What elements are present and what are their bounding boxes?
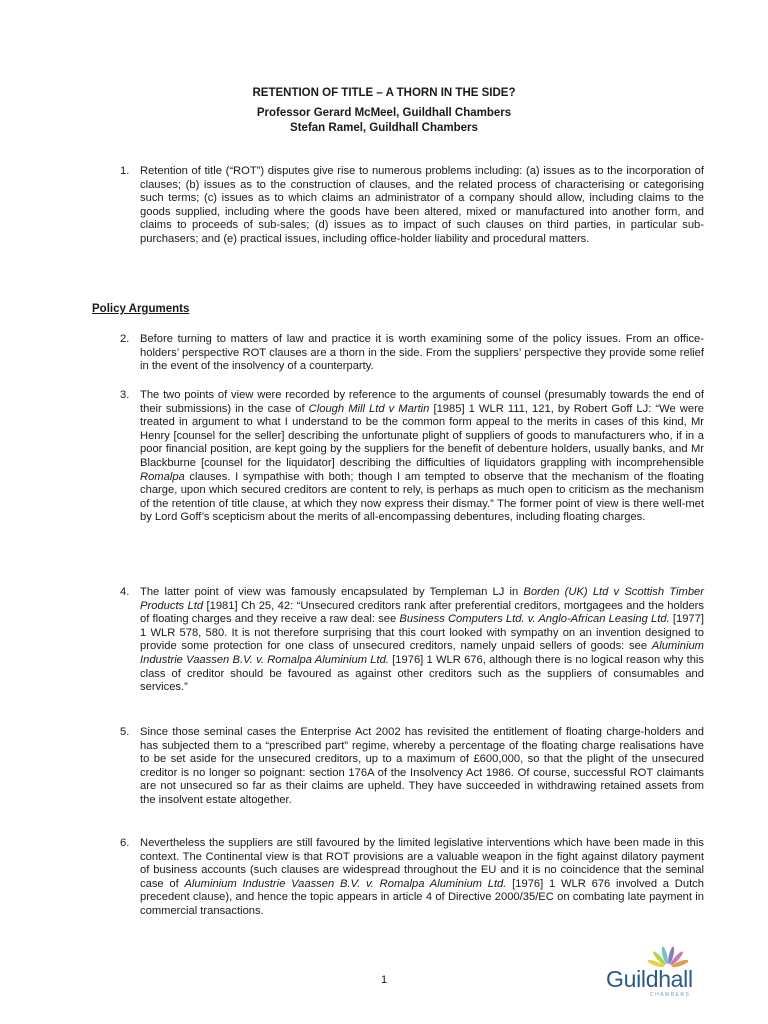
document-title: RETENTION OF TITLE – A THORN IN THE SIDE? (252, 87, 516, 99)
paragraph-1 (92, 165, 704, 247)
paragraph-4 (92, 586, 704, 695)
author-line-2: Stefan Ramel, Guildhall Chambers (290, 122, 478, 134)
paragraph-text: Retention of title (“ROT”) disputes give rise to numerous problems including: (a) issues as to the incorporation of clauses; (b) issues as to the construction of clauses, and the related process of characterising or categorising such terms; (c) issues as to which claims an administrator of a company should allow, including claims to the goods supplied, including where the goods have been altered, mixed or manufactured into another form, and claims to proceeds of sub-sales; (d) issues as to impact of such clauses on third parties, in particular sub-purchasers; and (e) practical issues, including office-holder liability and procedural matters. (140, 165, 704, 245)
paragraph-text: The latter point of view was famously encapsulated by Templeman LJ in Borden (UK) Ltd v Scottish Timber Products Ltd [1981] Ch 25, 42: “Unsecured creditors rank after preferential creditors, mortgagees and the holders of floating charges and they receive a raw deal: see Business Computers Ltd. v. Anglo-African Leasing Ltd. [1977] 1 WLR 578, 580. It is not therefore surprising that this court looked with sympathy on an invention designed to provide some protection for one class of unsecured creditors, namely unpaid sellers of goods: see Aluminium Industrie Vaassen B.V. v. Romalpa Aluminium Ltd. [1976] 1 WLR 676, although there is no logical reason why this class of creditor should be favoured as against other creditors such as the suppliers of consumables and services.” (140, 586, 705, 694)
logo-wordmark: Guildhall (606, 966, 693, 992)
author-line-1: Professor Gerard McMeel, Guildhall Chambers (256, 107, 512, 119)
paragraph-3 (92, 389, 704, 525)
page-number: 1 (380, 974, 388, 986)
paragraph-number: 3. (120, 389, 130, 401)
paragraph-text: Since those seminal cases the Enterprise Act 2002 has revisited the entitlement of floating charge-holders and has subjected them to a “prescribed part” regime, whereby a percentage of the floating charge realisations have to be set aside for the unsecured creditors, up to a maximum of £600,000, so that the plight of the unsecured creditor is no longer so poignant: section 176A of the Insolvency Act 1986. Of course, successful ROT claimants are not unsecured so far as their claims are upheld. They have succeeded in withdrawing retained assets from the insolvent estate altogether. (140, 726, 704, 806)
paragraph-2 (92, 333, 704, 374)
paragraph-text: Before turning to matters of law and practice it is worth examining some of the policy issues. From an office-holders’ perspective ROT clauses are a thorn in the side. From the suppliers’ perspective they provide some relief in the event of the insolvency of a counterparty. (140, 333, 704, 373)
paragraph-5 (92, 726, 704, 808)
paragraph-number: 4. (120, 586, 130, 598)
paragraph-number: 5. (120, 726, 130, 738)
paragraph-text: The two points of view were recorded by reference to the arguments of counsel (presumably towards the end of their submissions) in the case of Clough Mill Ltd v Martin [1985] 1 WLR 111, 121, by Robert Goff LJ: “We were treated in argument to what I understand to be the common form appeal to the merits in cases of this kind, Mr Henry [counsel for the seller] describing the unfortunate plight of suppliers of goods to manufacturers who, if in a poor financial position, are kept going by the suppliers for the benefit of debenture holders, usually banks, and Mr Blackburne [counsel for the liquidator] describing the difficulties of liquidators grappling with incomprehensible Romalpa clauses. I sympathise with both; though I am tempted to observe that the mechanism of the floating charge, upon which secured creditors are content to rely, is perhaps as much open to criticism as the mechanism of the retention of title clause, at which they now express their dismay.” The former point of view is there well-met by Lord Goff’s scepticism about the merits of all-encompassing debentures, including floating charges. (140, 389, 705, 524)
guildhall-logo (606, 944, 716, 1000)
section-heading: Policy Arguments (92, 303, 190, 315)
paragraph-number: 1. (120, 165, 130, 177)
paragraph-number: 2. (120, 333, 130, 345)
paragraph-text: Nevertheless the suppliers are still favoured by the limited legislative interventions which have been made in this context. The Continental view is that ROT provisions are a valuable weapon in the fight against dilatory payment of business accounts (such clauses are widespread throughout the EU and it is no coincidence that the seminal case of Aluminium Industrie Vaassen B.V. v. Romalpa Aluminium Ltd. [1976] 1 WLR 676 involved a Dutch precedent clause), and hence the topic appears in article 4 of Directive 2000/35/EC on combating late payment in commercial transactions. (140, 837, 705, 917)
petals-icon (648, 944, 688, 968)
paragraph-6 (92, 837, 704, 919)
paragraph-number: 6. (120, 837, 130, 849)
logo-subtitle: CHAMBERS (650, 992, 691, 998)
